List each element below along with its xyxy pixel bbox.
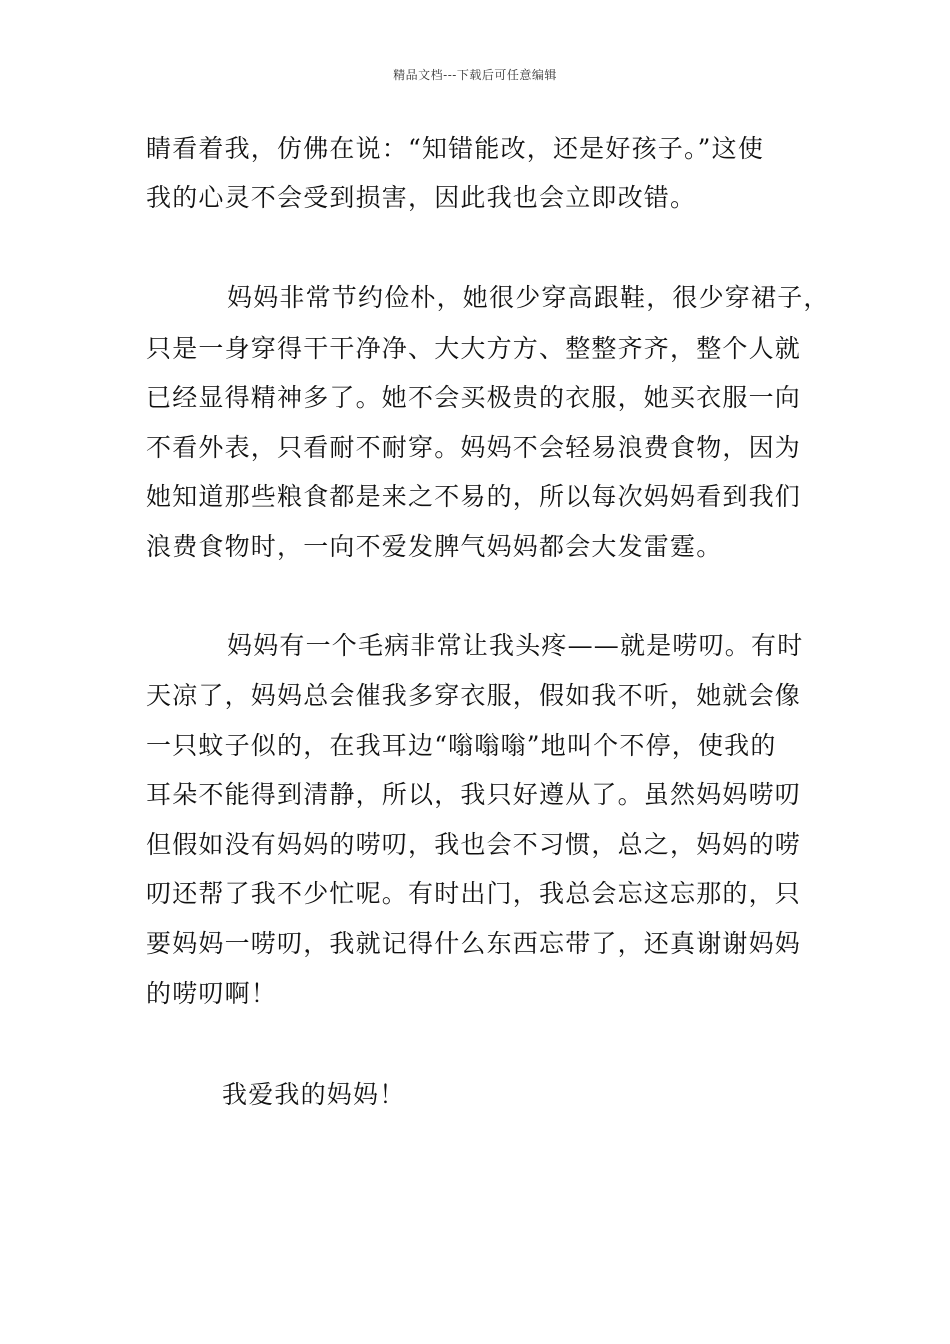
- text-line: 她知道那些粮食都是来之不易的，所以每次妈妈看到我们: [146, 482, 802, 511]
- text-line: 只是一身穿得干干净净、大大方方、整整齐齐，整个人就: [146, 334, 802, 363]
- text-line: 睛看着我，仿佛在说：“知错能改，还是好孩子。”这使: [146, 134, 765, 163]
- closing-line: 我爱我的妈妈！: [222, 1080, 406, 1109]
- text-line: 浪费食物时，一向不爱发脾气妈妈都会大发雷霆。: [146, 532, 723, 561]
- text-line: 已经显得精神多了。她不会买极贵的衣服，她买衣服一向: [146, 383, 802, 412]
- paragraph-first-line: 妈妈非常节约俭朴，她很少穿高跟鞋，很少穿裙子，: [227, 283, 830, 312]
- page-header: 精品文档---下载后可任意编辑: [393, 68, 557, 82]
- text-line: 的唠叨啊！: [146, 979, 278, 1008]
- text-line: 我的心灵不会受到损害，因此我也会立即改错。: [146, 183, 697, 212]
- text-line: 叨还帮了我不少忙呢。有时出门，我总会忘这忘那的，只: [146, 879, 802, 908]
- text-line: 但假如没有妈妈的唠叨，我也会不习惯，总之，妈妈的唠: [146, 830, 802, 859]
- text-line: 要妈妈一唠叨，我就记得什么东西忘带了，还真谢谢妈妈: [146, 929, 802, 958]
- text-line: 天凉了，妈妈总会催我多穿衣服，假如我不听，她就会像: [146, 681, 802, 710]
- paragraph-first-line: 妈妈有一个毛病非常让我头疼——就是唠叨。有时: [227, 631, 804, 660]
- text-line: 耳朵不能得到清静，所以，我只好遵从了。虽然妈妈唠叨: [146, 780, 802, 809]
- text-line: 不看外表，只看耐不耐穿。妈妈不会轻易浪费食物，因为: [146, 433, 802, 462]
- text-line: 一只蚊子似的，在我耳边“嗡嗡嗡”地叫个不停，使我的: [146, 731, 777, 760]
